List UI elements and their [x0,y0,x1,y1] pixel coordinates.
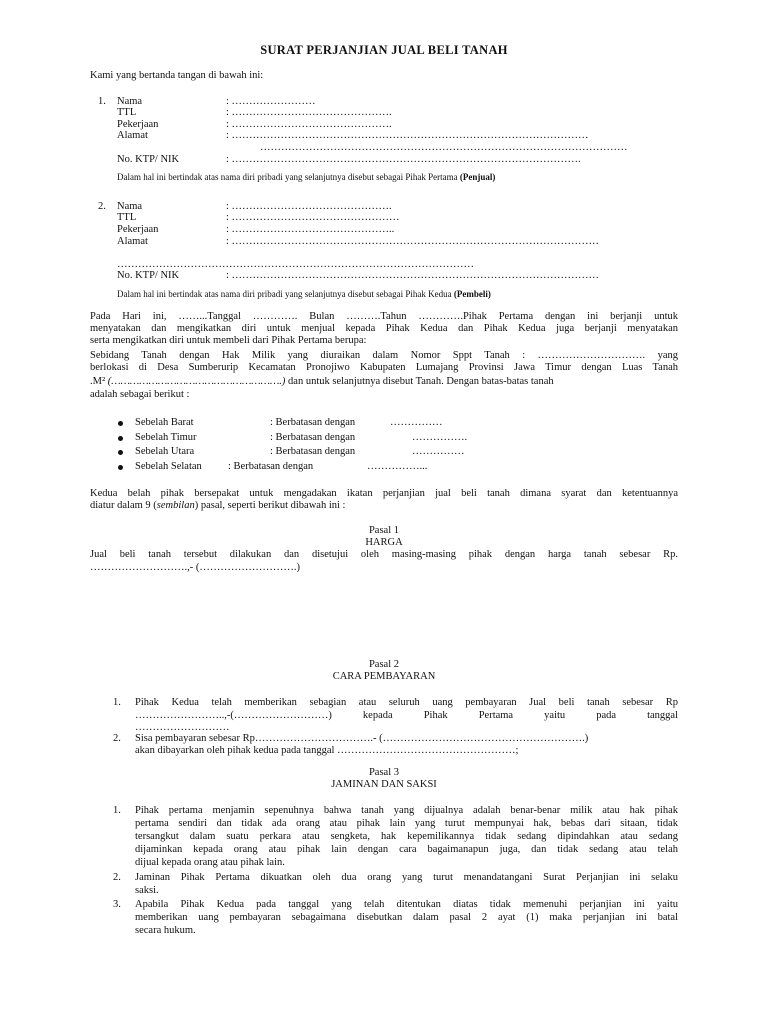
agreement-line: menyatakan dan mengikatkan diri untuk menjual kepada Pihak Kedua dan Pihak Kedua juga berjanji menyatakan [90,323,678,334]
party-1-alamat-continued: …………………………………………………………………………………………… [260,142,628,153]
border-desc: : Berbatasan dengan [228,461,314,472]
agreement-line-rest: dan untuk selanjutnya disebut Tanah. Dengan batas-batas tanah [285,376,554,387]
party-2-alamat-label: Alamat [117,236,148,247]
agreement-line: Sebidang Tanah dengan Hak Milik yang diuraikan dalam Nomor Sppt Tanah : …………………………. yang [90,350,678,361]
pasal-2-heading: Pasal 2 [368,659,400,670]
pasal-3-item-number: 1. [113,805,121,816]
party-2-nama-value: : ………………………………………. [226,201,392,212]
party-2-alamat-continued: ………………………………………………………………………………………… [117,259,474,270]
party-1-note-text: Dalam hal ini bertindak atas nama diri pribadi yang selanjutnya disebut sebagai Pihak Pertama [117,172,460,182]
pasal-3-item-line: dijaminkan kepada orang atau pihak lain dengan cara bagaimanapun juga, dan tidak sedang atau telah [135,844,678,855]
party-2-nama-label: Nama [117,201,143,212]
party-1-role: (Penjual) [459,172,496,182]
party-1-note [117,172,495,182]
border-value: …………… [412,446,465,457]
agreement-line: berlokasi di Desa Sumberurip Kecamatan Pronojiwo Kabupaten Lumajang Provinsi Jawa Timur dengan Luas Tanah [90,362,678,373]
agreement-2-text: diatur dalam 9 ( [90,500,157,511]
party-2-alamat-value: : …………………………………………………………………………………………… [226,236,600,247]
party-1-ktp-value: : ………………………………………………………………………………………. [226,154,581,165]
bullet-icon [118,436,123,441]
pasal-count-word: sembilan [156,500,195,511]
border-desc: : Berbatasan dengan [270,446,356,457]
party-2-role: (Pembeli) [453,289,491,299]
border-side: Sebelah Timur [135,432,197,443]
party-1-pekerjaan-label: Pekerjaan [117,119,159,130]
party-1-ttl-label: TTL [117,107,137,118]
pasal-3-heading: Pasal 3 [368,767,400,778]
pasal-2-item-line: Sisa pembayaran sebesar Rp…………………………….- (………………………………………………….) [135,733,589,744]
agreement-line [90,376,554,387]
bullet-icon [118,465,123,470]
pasal-1-heading: Pasal 1 [368,525,400,536]
agreement-2-text: ) pasal, seperti berikut dibawah ini : [194,500,346,511]
pasal-2-item-line: Pihak Kedua telah memberikan sebagian atau seluruh uang pembayaran Jual beli tanah sebesar Rp [135,697,678,708]
pasal-2-item-line: akan dibayarkan oleh pihak kedua pada tanggal ……………………………………………; [135,745,519,756]
area-unit: .M² [90,376,108,387]
pasal-1-line: Jual beli tanah tersebut dilakukan dan disetujui oleh masing-masing pihak dengan harga tanah sebesar Rp. [90,549,678,560]
pasal-3-item-number: 2. [113,872,121,883]
party-2-ttl-value: : ………………………………………… [226,212,400,223]
pasal-3-item-line: Jaminan Pihak Pertama dikuatkan oleh dua orang yang turut menandatangani Surat Perjanjian ini selaku [135,872,678,883]
pasal-3-item-line: dijual kepada orang atau pihak lain. [135,857,285,868]
party-2-ttl-label: TTL [117,212,137,223]
agreement-2-line [90,500,345,511]
party-2-note [117,289,491,299]
bullet-icon [118,450,123,455]
agreement-2-line: Kedua belah pihak bersepakat untuk mengadakan ikatan perjanjian jual beli tanah dimana syarat dan ketentuannya [90,488,678,499]
pasal-2-subheading: CARA PEMBAYARAN [332,671,436,682]
pasal-3-item-line: secara hukum. [135,925,196,936]
area-value: (……………………………………………….) [107,376,286,387]
document-title: SURAT PERJANJIAN JUAL BELI TANAH [260,43,508,57]
party-1-alamat-value: : ………………………………………………………………………………………… [226,130,589,141]
pasal-3-subheading: JAMINAN DAN SAKSI [331,779,437,790]
pasal-2-item-number: 1. [113,697,121,708]
intro-text: Kami yang bertanda tangan di bawah ini: [90,70,264,81]
pasal-2-item-number: 2. [113,733,121,744]
bullet-icon [118,421,123,426]
party-2-pekerjaan-label: Pekerjaan [117,224,159,235]
party-1-nama-label: Nama [117,96,143,107]
border-side: Sebelah Selatan [135,461,202,472]
pasal-3-item-line: tersangkut dalam suatu perkara atau sengketa, hak kepemilikannya tidak sedang dipindahkan atau sedang [135,831,678,842]
pasal-2-item-line: ……………………… [135,722,230,733]
border-desc: : Berbatasan dengan [270,432,356,443]
pasal-3-item-line: Apabila Pihak Kedua pada tanggal yang telah ditentukan diatas tidak memenuhi perjanjian ini yaitu [135,899,678,910]
party-1-alamat-label: Alamat [117,130,148,141]
border-side: Sebelah Utara [135,446,195,457]
border-desc: : Berbatasan dengan [270,417,356,428]
party-2-ktp-value: : …………………………………………………………………………………………… [226,270,600,281]
border-value: …………… [390,417,443,428]
pasal-3-item-line: Pihak pertama menjamin sepenuhnya bahwa tanah yang dijualnya adalah benar-benar milik atau hak pihak [135,805,678,816]
party-2-note-text: Dalam hal ini bertindak atas nama diri pribadi yang selanjutnya disebut sebagai Pihak Kedua [117,289,454,299]
pasal-2-item-line: ……………………..,-(………………………) kepada Pihak Pertama yaitu pada tanggal [135,710,678,721]
party-1-pekerjaan-value: : ………………………………………. [226,119,392,130]
agreement-line: adalah sebagai berikut : [90,389,190,400]
pasal-3-item-number: 3. [113,899,121,910]
party-1-ttl-value: : ………………………………………. [226,107,392,118]
party-1-ktp-label: No. KTP/ NIK [117,154,180,165]
pasal-3-item-line: saksi. [135,885,159,896]
pasal-1-line: ……………………….,- (……………………….) [90,562,300,573]
agreement-line: serta mengikatkan diri untuk membeli dari Pihak Pertama berupa: [90,335,367,346]
pasal-1-subheading: HARGA [365,537,403,548]
agreement-line: Pada Hari ini, ……...Tanggal …………. Bulan ……….Tahun ………….Pihak Pertama dengan ini berjanji untuk [90,311,678,322]
pasal-3-item-line: pertama sendiri dan tidak ada orang atau pihak lain yang turut mempunyai hak, bebas dari sitaan, tidak [135,818,678,829]
border-value: ……………. [412,432,468,443]
border-side: Sebelah Barat [135,417,194,428]
party-1-nama-value: : …………………… [226,96,316,107]
party-2-pekerjaan-value: : ……………………………………….. [226,224,395,235]
party-2-number: 2. [98,201,106,212]
pasal-3-item-line: memberikan uang pembayaran sebagaimana disebutkan dalam pasal 2 ayat (1) maka perjanjian ini batal [135,912,678,923]
party-2-ktp-label: No. KTP/ NIK [117,270,180,281]
party-1-number: 1. [98,96,106,107]
border-value: ……………... [367,461,428,472]
